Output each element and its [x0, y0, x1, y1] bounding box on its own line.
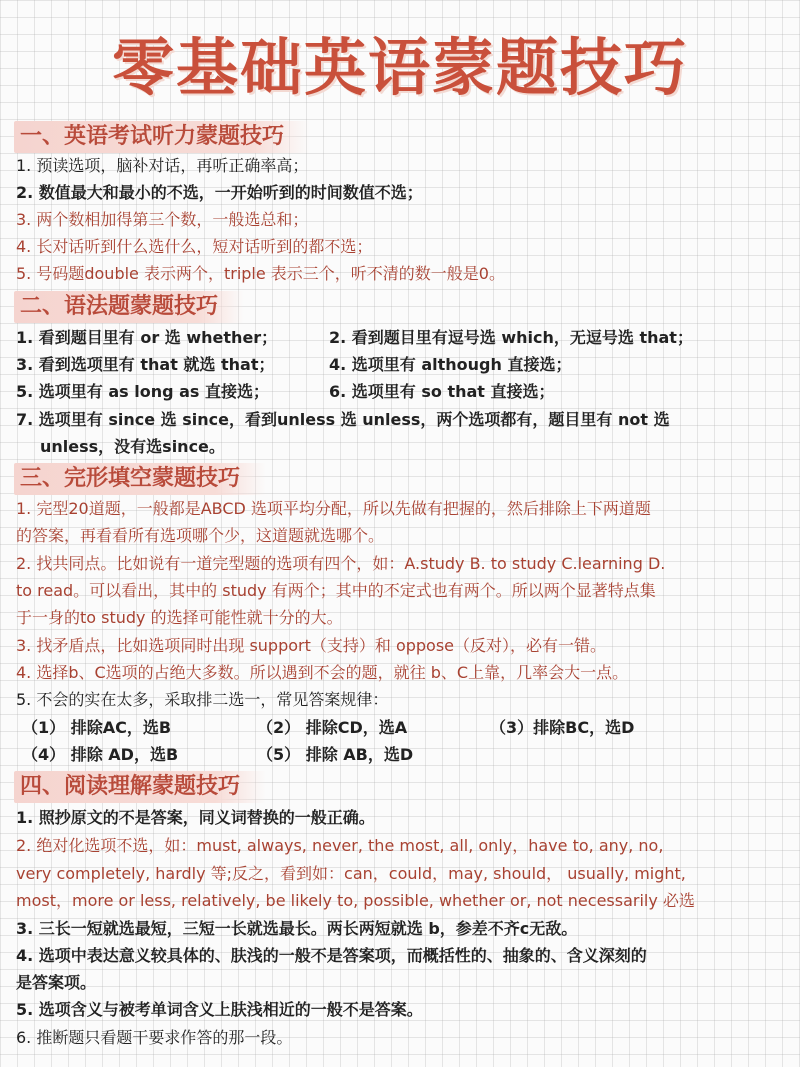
list-item: 5. 选项里有 as long as 直接选；	[16, 382, 270, 401]
list-item: 4. 选项中表达意义较具体的、肤浅的一般不是答案项，而概括性的、抽象的、含义深刻的	[16, 946, 647, 965]
list-item: 5. 选项含义与被考单词含义上肤浅相近的一般不是答案。	[16, 1000, 423, 1019]
rule-item: （5） 排除 AB，选D	[257, 745, 414, 764]
list-item: 6. 选项里有 so that 直接选；	[329, 382, 555, 401]
list-item: 2. 找共同点。比如说有一道完型题的选项有四个，如：A.study B. to study C.learning D.	[16, 554, 666, 573]
rule-item: （4） 排除 AD，选B	[22, 745, 179, 764]
list-item: 5. 号码题double 表示两个，triple 表示三个，听不清的数一般是0。	[16, 264, 505, 283]
list-item: 3. 三长一短就选最短，三短一长就选最长。两长两短就选 b，参差不齐c无敌。	[16, 919, 578, 938]
list-item: 1. 照抄原文的不是答案，同义词替换的一般正确。	[16, 808, 375, 827]
list-item: 2. 看到题目里有逗号选 which，无逗号选 that；	[329, 328, 693, 347]
list-item: 3. 看到选项里有 that 就选 that；	[16, 355, 275, 374]
list-item-continued: 于一身的to study 的选择可能性就十分的大。	[16, 608, 343, 627]
list-item: 5. 不会的实在太多，采取排二选一，常见答案规律：	[16, 690, 389, 709]
list-item: 1. 完型20道题，一般都是ABCD 选项平均分配，所以先做有把握的，然后排除上下两道题	[16, 499, 651, 518]
list-item: 2. 数值最大和最小的不选，一开始听到的时间数值不选；	[16, 183, 423, 202]
list-item: 3. 两个数相加得第三个数，一般选总和；	[16, 210, 309, 229]
section-heading-reading: 四、阅读理解蒙题技巧	[14, 771, 266, 803]
list-item-continued: 是答案项。	[16, 973, 97, 992]
rule-item: （1） 排除AC，选B	[22, 718, 172, 737]
section-heading-listening: 一、英语考试听力蒙题技巧	[14, 121, 310, 153]
list-item-continued: very completely, hardly 等;反之，看到如：can，could，may, should， usually, might,	[16, 864, 686, 883]
list-item: 2. 绝对化选项不选，如：must, always, never, the most, all, only，have to, any, no,	[16, 836, 664, 855]
list-item: 7. 选项里有 since 选 since，看到unless 选 unless，两个选项都有，题目里有 not 选	[16, 410, 670, 429]
page-title: 零基础英语蒙题技巧	[111, 31, 688, 104]
rule-item: （3）排除BC，选D	[490, 718, 635, 737]
list-item: 1. 看到题目里有 or 选 whether；	[16, 328, 278, 347]
rule-item: （2） 排除CD，选A	[257, 718, 408, 737]
section-heading-grammar: 二、语法题蒙题技巧	[14, 291, 244, 323]
list-item-continued: most，more or less, relatively, be likely to, possible, whether or, not necessarily 必选	[16, 891, 695, 910]
list-item: 6. 推断题只看题干要求作答的那一段。	[16, 1028, 293, 1047]
list-item: 1. 预读选项，脑补对话，再听正确率高；	[16, 156, 309, 175]
list-item-continued: 的答案，再看看所有选项哪个少，这道题就选哪个。	[16, 526, 385, 545]
list-item-continued: to read。可以看出，其中的 study 有两个；其中的不定式也有两个。所以两个显著特点集	[16, 581, 656, 600]
list-item: 4. 选择b、C选项的占绝大多数。所以遇到不会的题，就往 b、C上靠，几率会大一点。	[16, 663, 629, 682]
list-item: 3. 找矛盾点，比如选项同时出现 support（支持）和 oppose（反对），必有一错。	[16, 636, 607, 655]
list-item: 4. 选项里有 although 直接选；	[329, 355, 572, 374]
list-item: 4. 长对话听到什么选什么，短对话听到的都不选；	[16, 237, 373, 256]
section-heading-cloze: 三、完形填空蒙题技巧	[14, 463, 266, 495]
list-item-continued: unless，没有选since。	[40, 437, 225, 456]
